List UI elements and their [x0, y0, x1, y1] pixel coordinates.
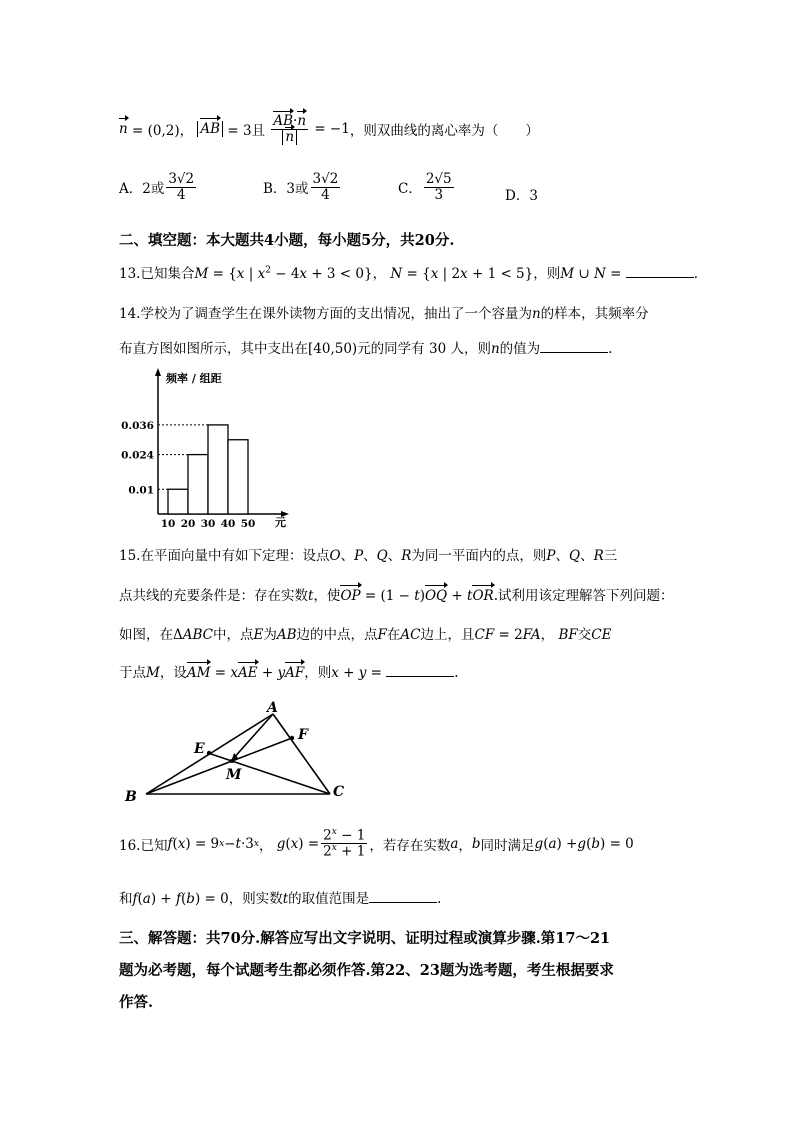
y-tick-label: 0.01 [128, 484, 154, 497]
section3-line2: 题为必考题，每个试题考生都必须作答.第22、23题为选考题，考生根据要求 [119, 962, 614, 979]
point-label-a: A [267, 700, 278, 716]
triangle-figure [120, 698, 360, 808]
section3-line3: 作答. [119, 994, 154, 1011]
q14-line2: 布直方图如图所示，其中支出在[40,50)元的同学有 30 人，则n的值为 . [119, 341, 613, 357]
q15-line4: 于点M，设AM = xAE + yAF，则x + y = . [119, 665, 459, 681]
y-tick-label: 0.036 [121, 419, 154, 432]
q12-option-a: A．2或 $\frac{3√2}{4}$ [119, 171, 195, 203]
section3-line1: 三、解答题：共70分.解答应写出文字说明、证明过程或演算步骤.第17～21 [119, 930, 611, 947]
q16-line2: 和f(a) + f(b) = 0，则实数t的取值范围是 . [119, 891, 442, 907]
q12-option-b: B．3或 $\frac{3√2}{4}$ [263, 171, 339, 203]
section2-title: 二、填空题：本大题共4小题，每小题5分，共20分. [119, 232, 455, 249]
histogram-bar [208, 425, 228, 514]
x-axis-label: 元 [275, 516, 286, 529]
q15-line1: 15.在平面向量中有如下定理：设点O、P、Q、R为同一平面内的点，则P、Q、R三 [119, 548, 618, 564]
q16-line1: 16.已知 f ( x ) = 9 x − t ·3 x ， g ( x ) = $\frac{2^x - 1}{2^x + 1}$ ，若存在实数 a ， b 同时满足 g ( a ) + g ( b ) = 0 [119, 827, 634, 860]
q12-option-c: C． $\frac{2√5}{3}$ [398, 171, 452, 203]
q13: 13.已知集合M = {x | $x^2 - 4x + 3 < 0$}， N = {x | 2x + 1 < 5}，则M ∪ N = . [119, 265, 698, 282]
point-label-e: E [194, 741, 205, 757]
x-tick-label: 20 [180, 518, 196, 530]
q15-line3: 如图，在ΔABC中，点E为AB边的中点，点F在AC边上，且CF = 2FA， BF交CE [119, 627, 612, 643]
y-axis-label: 频率 / 组距 [166, 372, 222, 385]
y-tick-label: 0.024 [121, 449, 154, 462]
q14-line1: 14.学校为了调查学生在课外读物方面的支出情况，抽出了一个容量为n的样本，其频率分 [119, 306, 649, 322]
point-label-c: C [333, 784, 345, 800]
point-label-b: B [125, 789, 137, 805]
x-tick-label: 50 [240, 518, 256, 530]
point-label-f: F [298, 727, 308, 743]
q15-line2: 点共线的充要条件是：存在实数t，使OP = (1 − t)OQ + tOR.试利用该定理解答下列问题： [119, 588, 674, 604]
histogram-bar [168, 489, 188, 514]
x-tick-label: 10 [160, 518, 176, 530]
q12-option-d: D．3 [505, 188, 538, 204]
point-label-m: M [226, 767, 242, 783]
histogram-chart [121, 364, 300, 532]
histogram-bar [228, 440, 248, 514]
y-axis-arrow [155, 368, 161, 376]
x-tick-label: 30 [200, 518, 216, 530]
histogram-bar [188, 455, 208, 514]
x-tick-label: 40 [220, 518, 236, 530]
q12-stem: n = (0,2)， AB = 3且 $\frac{AB\cdot n}{n}$ = −1 ，则双曲线的离心率为（ ） [119, 112, 539, 145]
